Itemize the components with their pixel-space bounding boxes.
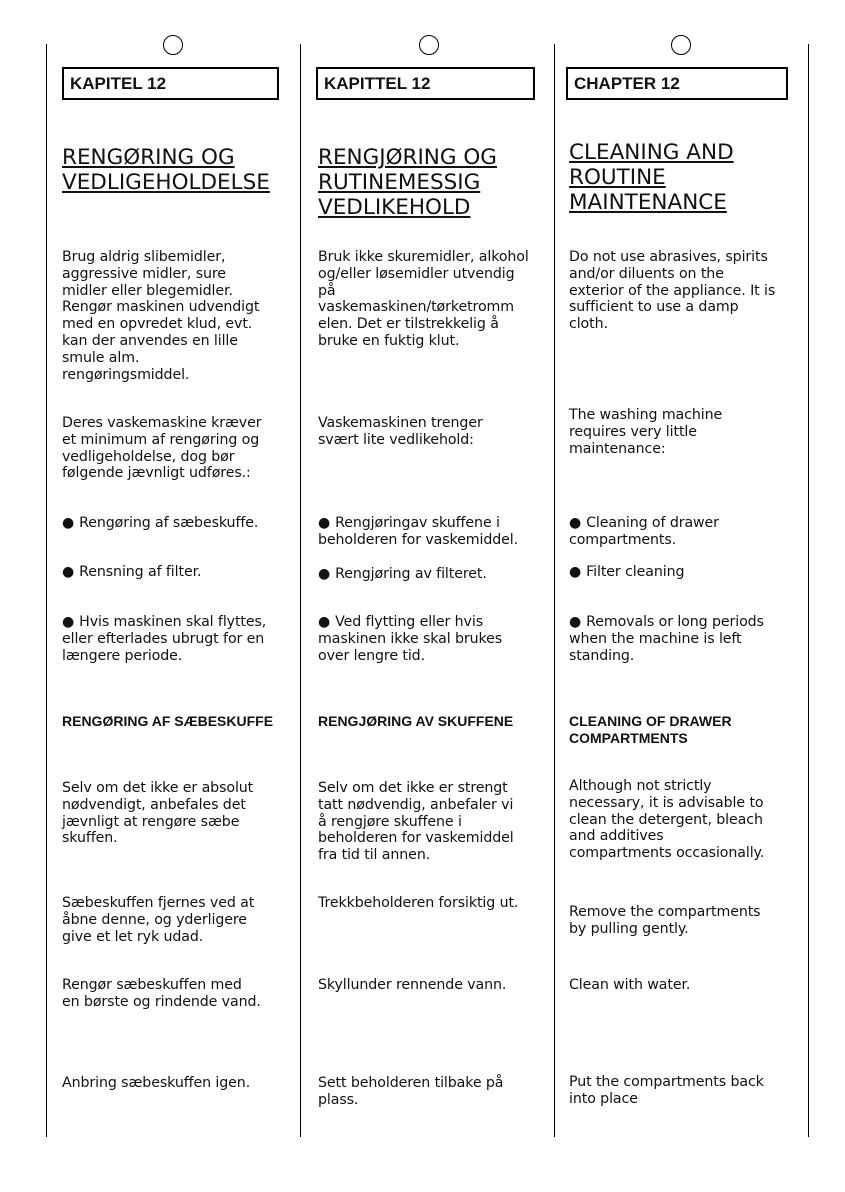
intro-paragraph: Bruk ikke skuremidler, alkohol og/eller løsemidler utvendig på vaskemaskinen/tørketromm elen. Det er tilstrekkelig å bruke en fuktig klut. bbox=[318, 249, 529, 349]
step-paragraph: Clean with water. bbox=[569, 977, 691, 993]
step-paragraph: Sett beholderen tilbake på plass. bbox=[318, 1075, 504, 1108]
bullet-dot-icon bbox=[318, 566, 335, 582]
subsection-heading: CLEANING OF DRAWER COMPARTMENTS bbox=[569, 713, 732, 746]
bullet-dot-icon bbox=[62, 564, 79, 580]
bullet-dot-icon bbox=[62, 515, 79, 531]
subsection-heading: RENGØRING AF SÆBESKUFFE bbox=[62, 713, 274, 729]
section-title: CLEANING AND ROUTINE MAINTENANCE bbox=[569, 140, 734, 215]
step-paragraph: Sæbeskuffen fjernes ved at åbne denne, og yderligere give et let ryk udad. bbox=[62, 895, 255, 945]
column-divider bbox=[808, 44, 809, 1137]
column-danish bbox=[62, 0, 292, 1192]
intro-paragraph: Brug aldrig slibemidler, aggressive midler, sure midler eller blegemidler. Rengør maskinen udvendigt med en opvredet klud, evt. kan der anvendes en lille smule alm. rengøringsmiddel. bbox=[62, 249, 260, 383]
bullet-item: ● Rengjøring av filteret. bbox=[318, 566, 487, 583]
step-paragraph: Anbring sæbeskuffen igen. bbox=[62, 1075, 251, 1091]
maintenance-paragraph: Vaskemaskinen trenger svært lite vedlikehold: bbox=[318, 415, 483, 448]
maintenance-paragraph: Deres vaskemaskine kræver et minimum af rengøring og vedligeholdelse, dog bør følgende jævnligt udføres.: bbox=[62, 415, 262, 482]
step-paragraph: Although not strictly necessary, it is advisable to clean the detergent, bleach and additives compartments occasionally. bbox=[569, 778, 765, 862]
step-paragraph: Rengør sæbeskuffen med en børste og rindende vand. bbox=[62, 977, 261, 1010]
column-divider bbox=[300, 44, 301, 1137]
bullet-item: ● Rensning af filter. bbox=[62, 564, 201, 581]
bullet-item: ● Rengjøringav skuffene i beholderen for vaskemiddel. bbox=[318, 515, 518, 549]
step-paragraph: Put the compartments back into place bbox=[569, 1074, 764, 1107]
bullet-item: ● Hvis maskinen skal flyttes, eller efterlades ubrugt for en længere periode. bbox=[62, 614, 292, 664]
step-paragraph: Remove the compartments by pulling gently. bbox=[569, 904, 761, 937]
chapter-heading: KAPITEL 12 bbox=[62, 67, 279, 100]
step-paragraph: Skyllunder rennende vann. bbox=[318, 977, 507, 993]
step-paragraph: Selv om det ikke er strengt tatt nødvendig, anbefaler vi å rengjøre skuffene i beholderen for vaskemiddel fra tid til annen. bbox=[318, 780, 514, 864]
bullet-item: ● Rengøring af sæbeskuffe. bbox=[62, 515, 258, 532]
column-divider bbox=[554, 44, 555, 1137]
section-title: RENGØRING OG VEDLIGEHOLDELSE bbox=[62, 145, 270, 195]
section-title: RENGJØRING OG RUTINEMESSIG VEDLIKEHOLD bbox=[318, 145, 497, 220]
column-norwegian bbox=[318, 0, 548, 1192]
step-paragraph: Trekkbeholderen forsiktig ut. bbox=[318, 895, 519, 911]
step-paragraph: Selv om det ikke er absolut nødvendigt, anbefales det jævnligt at rengøre sæbe skuffen. bbox=[62, 780, 254, 847]
bullet-item: ● Removals or long periods when the machine is left standing. bbox=[569, 614, 764, 664]
column-divider bbox=[46, 44, 47, 1137]
subsection-heading: RENGJØRING AV SKUFFENE bbox=[318, 713, 514, 729]
bullet-item: ● Ved flytting eller hvis maskinen ikke skal brukes over lengre tid. bbox=[318, 614, 502, 664]
chapter-heading: KAPITTEL 12 bbox=[316, 67, 535, 100]
maintenance-paragraph: The washing machine requires very little maintenance: bbox=[569, 407, 723, 457]
bullet-item: ● Filter cleaning bbox=[569, 564, 684, 581]
chapter-heading: CHAPTER 12 bbox=[566, 67, 788, 100]
intro-paragraph: Do not use abrasives, spirits and/or diluents on the exterior of the appliance. It is sufficient to use a damp cloth. bbox=[569, 249, 776, 333]
bullet-dot-icon bbox=[569, 564, 586, 580]
column-english bbox=[569, 0, 801, 1192]
bullet-item: ● Cleaning of drawer compartments. bbox=[569, 515, 719, 549]
